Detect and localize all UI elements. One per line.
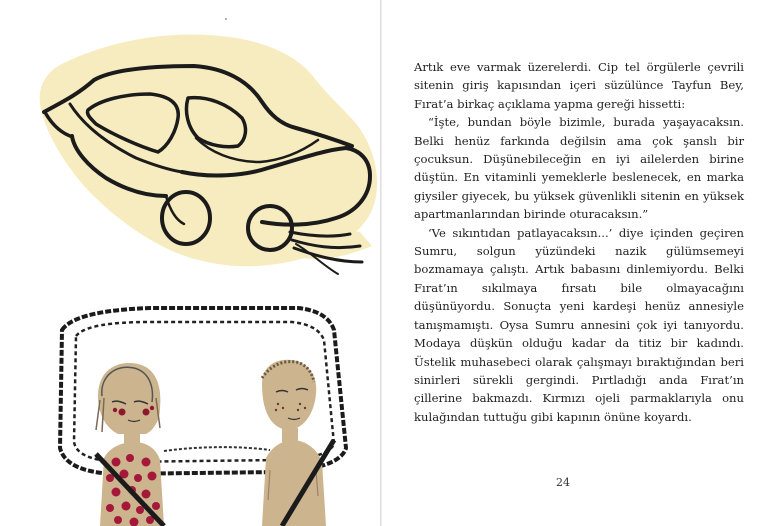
paragraph: “İşte, bundan böyle bizimle, burada yaşayacaksın. Belki henüz farkında değilsin ama çok şanslı bir çocuksun. Düşünebileceğin en iyi ailelerden birine düştün. En vitaminli yemeklerle beslenecek, en marka giysiler giyecek, bu yüksek güvenlikli sitenin en yüksek apartmanlarından birinde oturacaksın.” (414, 115, 744, 222)
page-number: 24 (556, 476, 570, 489)
story-text (414, 58, 744, 426)
car-drawing (40, 34, 377, 274)
illustrations (0, 0, 380, 526)
right-page (382, 0, 766, 526)
children-in-car-drawing (60, 308, 346, 526)
paragraph: ‘Ve sıkıntıdan patlayacaksın...’ diye içinden geçiren Sumru, solgun yüzündeki nazik gülümsemeyi bozmamaya çalıştı. Artık babasını dinlemiyordu. Belki Fırat’ın sıkılmaya fırsatı bile olmayacağını düşünüyordu. Sonuçta yeni kardeşi henüz annesiyle tanışmamıştı. Oysa Sumru annesini çok iyi tanıyordu. Modaya düşkün olduğu kadar da titiz bir kadındı. Üstelik muhasebeci olarak çalışmayı bıraktığından beri sinirleri sürekli gergindi. Pırtladığı anda Fırat’ın çillerine bakmazdı. Kırmızı ojeli parmaklarıyla onu kulağından tuttuğu gibi kapının önüne koyardı. (414, 225, 744, 424)
left-page (0, 0, 380, 526)
paragraph: Artık eve varmak üzerelerdi. Cip tel örgülerle çevrili sitenin giriş kapısından içeri süzülünce Tayfun Bey, Fırat’a birkaç açıklama yapma gereği hissetti: (414, 60, 744, 111)
